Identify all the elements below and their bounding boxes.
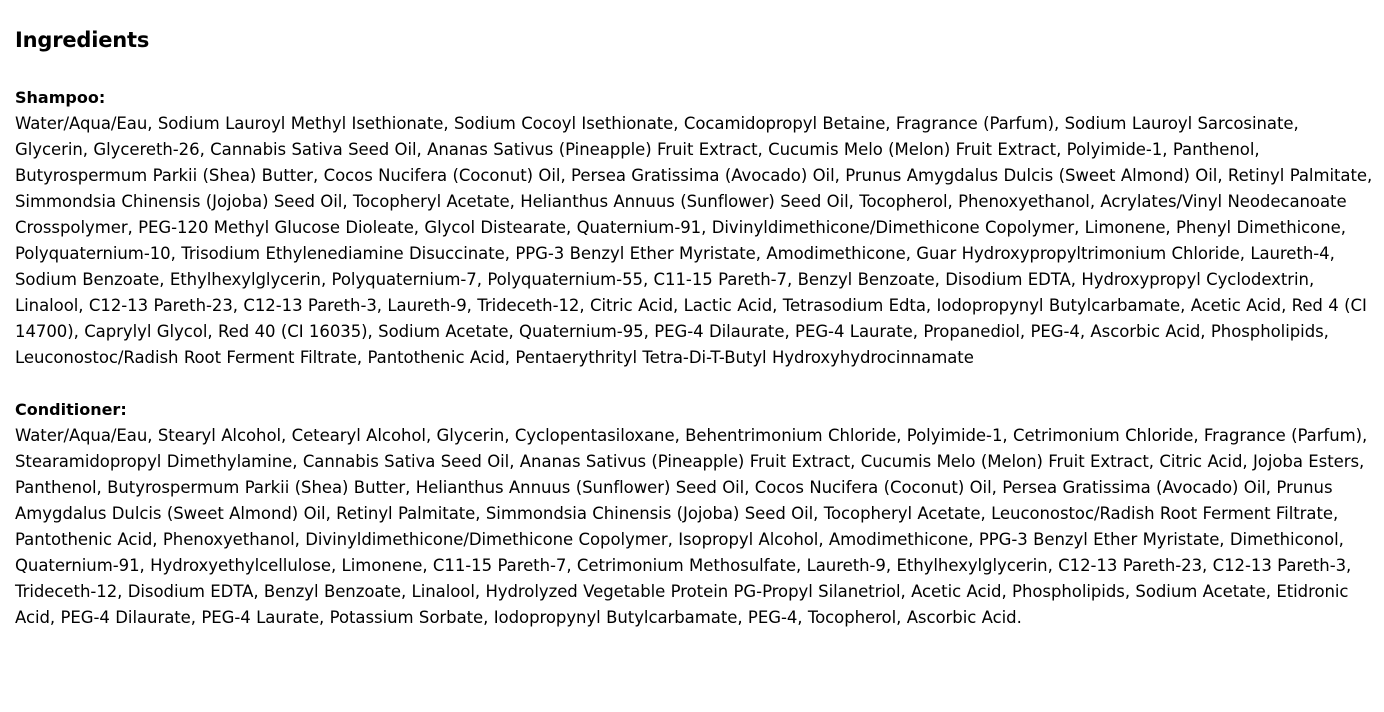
conditioner-section	[15, 397, 1375, 631]
conditioner-heading: Conditioner:	[15, 400, 127, 419]
shampoo-ingredients-text: Water/Aqua/Eau, Sodium Lauroyl Methyl Isethionate, Sodium Cocoyl Isethionate, Cocamidopropyl Betaine, Fragrance (Parfum), Sodium Lauroyl Sarcosinate, Glycerin, Glycereth-26, Cannabis Sativa Seed Oil, Ananas Sativus (Pineapple) Fruit Extract, Cucumis Melo (Melon) Fruit Extract, Polyimide-1, Panthenol, Butyrospermum Parkii (Shea) Butter, Cocos Nucifera (Coconut) Oil, Persea Gratissima (Avocado) Oil, Prunus Amygdalus Dulcis (Sweet Almond) Oil, Retinyl Palmitate, Simmondsia Chinensis (Jojoba) Seed Oil, Tocopheryl Acetate, Helianthus Annuus (Sunflower) Seed Oil, Tocopherol, Phenoxyethanol, Acrylates/Vinyl Neodecanoate Crosspolymer, PEG-120 Methyl Glucose Dioleate, Glycol Distearate, Quaternium-91, Divinyldimethicone/Dimethicone Copolymer, Limonene, Phenyl Dimethicone, Polyquaternium-10, Trisodium Ethylenediamine Disuccinate, PPG-3 Benzyl Ether Myristate, Amodimethicone, Guar Hydroxypropyltrimonium Chloride, Laureth-4, Sodium Benzoate, Ethylhexylglycerin, Polyquaternium-7, Polyquaternium-55, C11-15 Pareth-7, Benzyl Benzoate, Disodium EDTA, Hydroxypropyl Cyclodextrin, Linalool, C12-13 Pareth-23, C12-13 Pareth-3, Laureth-9, Trideceth-12, Citric Acid, Lactic Acid, Tetrasodium Edta, Iodopropynyl Butylcarbamate, Acetic Acid, Red 4 (CI 14700), Caprylyl Glycol, Red 40 (CI 16035), Sodium Acetate, Quaternium-95, PEG-4 Dilaurate, PEG-4 Laurate, Propanediol, PEG-4, Ascorbic Acid, Phospholipids, Leuconostoc/Radish Root Ferment Filtrate, Pantothenic Acid, Pentaerythrityl Tetra-Di-T-Butyl Hydroxyhydrocinnamate	[15, 114, 1373, 367]
page-title: Ingredients	[15, 28, 150, 52]
shampoo-section	[15, 85, 1375, 371]
shampoo-heading: Shampoo:	[15, 88, 106, 107]
conditioner-ingredients-text: Water/Aqua/Eau, Stearyl Alcohol, Cetearyl Alcohol, Glycerin, Cyclopentasiloxane, Behentrimonium Chloride, Polyimide-1, Cetrimonium Chloride, Fragrance (Parfum), Stearamidopropyl Dimethylamine, Cannabis Sativa Seed Oil, Ananas Sativus (Pineapple) Fruit Extract, Cucumis Melo (Melon) Fruit Extract, Citric Acid, Jojoba Esters, Panthenol, Butyrospermum Parkii (Shea) Butter, Helianthus Annuus (Sunflower) Seed Oil, Cocos Nucifera (Coconut) Oil, Persea Gratissima (Avocado) Oil, Prunus Amygdalus Dulcis (Sweet Almond) Oil, Retinyl Palmitate, Simmondsia Chinensis (Jojoba) Seed Oil, Tocopheryl Acetate, Leuconostoc/Radish Root Ferment Filtrate, Pantothenic Acid, Phenoxyethanol, Divinyldimethicone/Dimethicone Copolymer, Isopropyl Alcohol, Amodimethicone, PPG-3 Benzyl Ether Myristate, Dimethiconol, Quaternium-91, Hydroxyethylcellulose, Limonene, C11-15 Pareth-7, Cetrimonium Methosulfate, Laureth-9, Ethylhexylglycerin, C12-13 Pareth-23, C12-13 Pareth-3, Trideceth-12, Disodium EDTA, Benzyl Benzoate, Linalool, Hydrolyzed Vegetable Protein PG-Propyl Silanetriol, Acetic Acid, Phospholipids, Sodium Acetate, Etidronic Acid, PEG-4 Dilaurate, PEG-4 Laurate, Potassium Sorbate, Iodopropynyl Butylcarbamate, PEG-4, Tocopherol, Ascorbic Acid.	[15, 426, 1368, 627]
ingredients-document	[15, 24, 1375, 631]
